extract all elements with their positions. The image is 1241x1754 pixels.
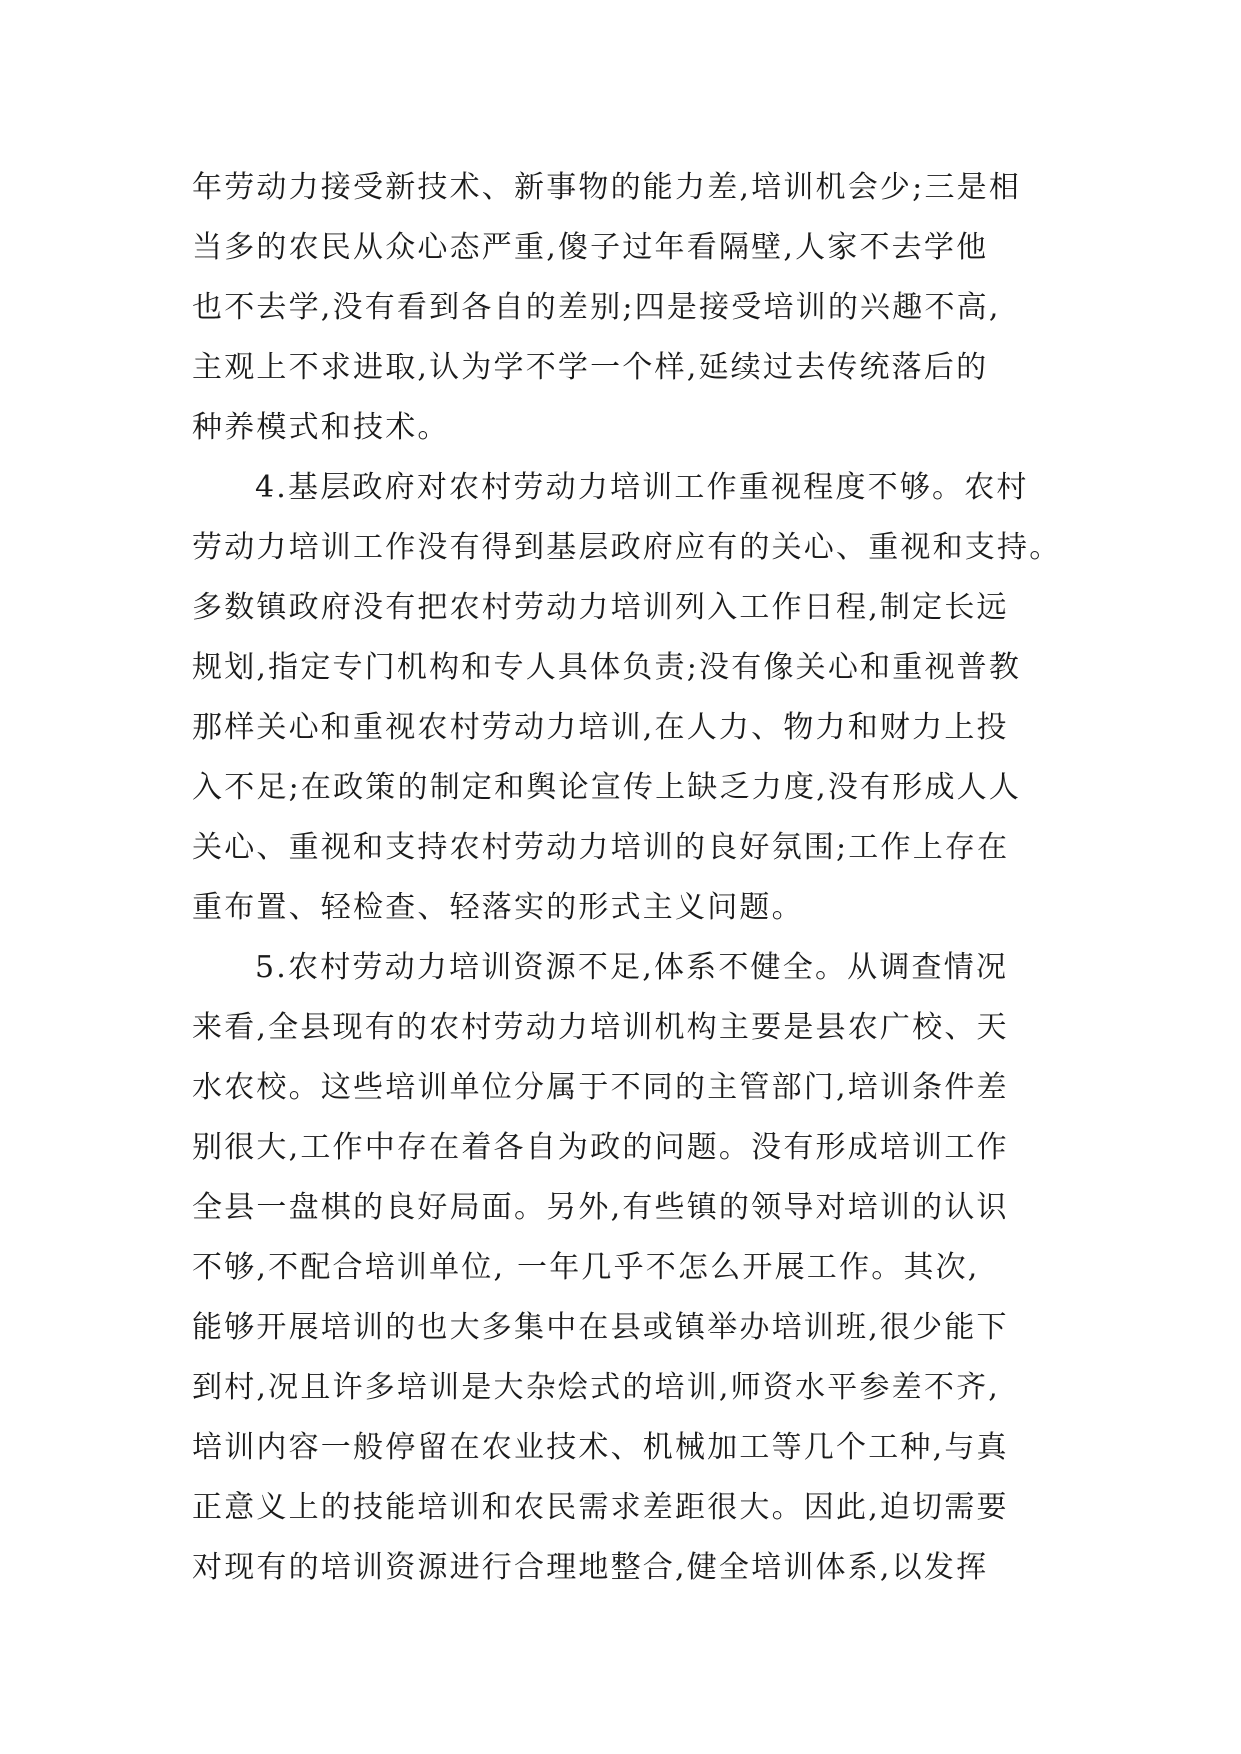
- text-line: 正意义上的技能培训和农民需求差距很大。因此,迫切需要: [192, 1490, 1009, 1525]
- text-line: 规划,指定专门机构和专人具体负责;没有像关心和重视普教: [192, 650, 1022, 685]
- text-line: 当多的农民从众心态严重,傻子过年看隔壁,人家不去学他: [192, 230, 989, 265]
- paragraph-start-line: 5.农村劳动力培训资源不足,体系不健全。从调查情况: [255, 950, 1009, 985]
- text-line: 主观上不求进取,认为学不学一个样,延续过去传统落后的: [192, 350, 989, 385]
- text-line: 种养模式和技术。: [192, 410, 450, 445]
- text-line: 也不去学,没有看到各自的差别;四是接受培训的兴趣不高,: [192, 290, 1001, 325]
- paragraph-start-line: 4.基层政府对农村劳动力培训工作重视程度不够。农村: [255, 470, 1029, 505]
- text-line: 关心、重视和支持农村劳动力培训的良好氛围;工作上存在: [192, 830, 1010, 865]
- text-line: 对现有的培训资源进行合理地整合,健全培训体系,以发挥: [192, 1550, 989, 1585]
- body-text: [192, 158, 1062, 1598]
- text-line: 来看,全县现有的农村劳动力培训机构主要是县农广校、天: [192, 1010, 1009, 1045]
- text-line: 不够,不配合培训单位, 一年几乎不怎么开展工作。其次,: [192, 1250, 980, 1285]
- text-line: 到村,况且许多培训是大杂烩式的培训,师资水平参差不齐,: [192, 1370, 1001, 1405]
- text-line: 别很大,工作中存在着各自为政的问题。没有形成培训工作: [192, 1130, 1009, 1165]
- text-line: 重布置、轻检查、轻落实的形式主义问题。: [192, 890, 804, 925]
- text-line: 入不足;在政策的制定和舆论宣传上缺乏力度,没有形成人人: [192, 770, 1022, 805]
- text-line: 多数镇政府没有把农村劳动力培训列入工作日程,制定长远: [192, 590, 1009, 625]
- text-line: 年劳动力接受新技术、新事物的能力差,培训机会少;三是相: [192, 170, 1022, 205]
- text-line: 劳动力培训工作没有得到基层政府应有的关心、重视和支持。: [192, 530, 1062, 565]
- text-line: 能够开展培训的也大多集中在县或镇举办培训班,很少能下: [192, 1310, 1009, 1345]
- text-line: 全县一盘棋的良好局面。另外,有些镇的领导对培训的认识: [192, 1190, 1009, 1225]
- text-line: 那样关心和重视农村劳动力培训,在人力、物力和财力上投: [192, 710, 1009, 745]
- text-line: 培训内容一般停留在农业技术、机械加工等几个工种,与真: [192, 1430, 1009, 1465]
- text-line: 水农校。这些培训单位分属于不同的主管部门,培训条件差: [192, 1070, 1009, 1105]
